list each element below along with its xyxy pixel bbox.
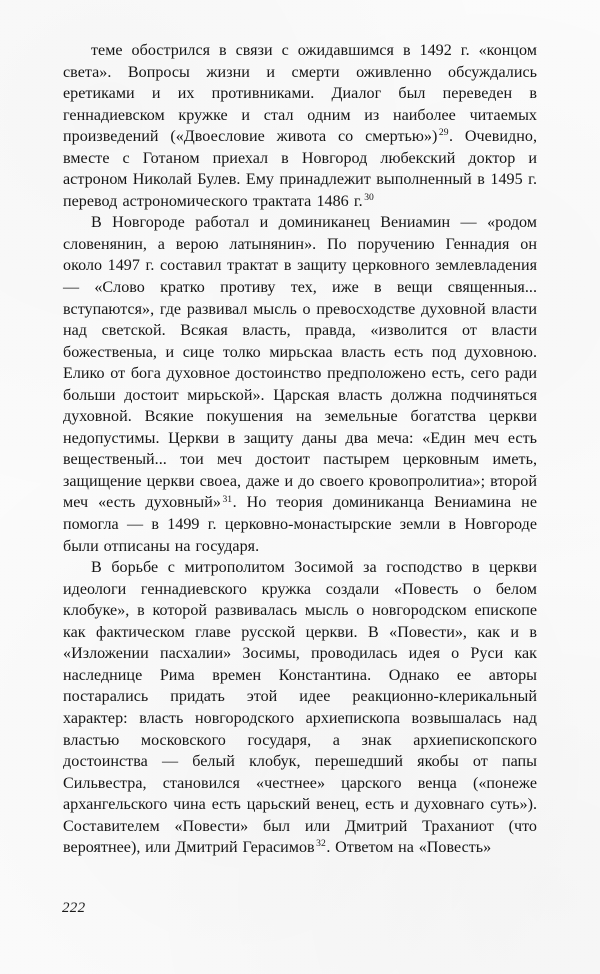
footnote-reference-29: 29 [438,127,449,139]
paragraph-1: теме обострился в связи с ожидавшимся в 1492 г. «концом света». Вопросы жизни и смерти оживленно обсуждались еретиками и их противниками. Диалог был переведен в геннадиевском кружке и стал одним из наиболее читаемых произведений («Двоесловие живота со смертью») $^{29}$. Очевидно, вместе с Готаном приехал в Новгород любекский доктор и астроном Николай Булев. Ему принадлежит выполненный в 1495 г. перевод астрономического трактата 1486 г. $^{30}$ [63,42,538,210]
paragraph-3: В борьбе с митрополитом Зосимой за господство в церкви идеологи геннадиевского кружка создали «Повесть о белом клобуке», в которой развивалась мысль о новгородском епископе как фактическом главе русской церкви. В «Повести», как и в «Изложении пасхалии» Зосимы, проводилась идея о Руси как наследнице Рима времен Константина. Однако ее авторы постарались придать этой идее реакционно-клерикальный характер: власть новгородского архиепископа возвышалась над властью московского государя, а знак архиепископского достоинства — белый клобук, перешедший якобы от папы Сильвестра, становился «честнее» царского венца («понеже архангельского чина есть царьский венец, есть и духовнаго суть»). Составителем «Повести» был или Дмитрий Траханиот (что вероятнее), или Дмитрий Герасимов $^{32}$. Ответом на «Повесть» [63,559,537,857]
paragraph-2: В Новгороде работал и доминиканец Вениамин — «родом словенянин, а верою латынянин». По поручению Геннадия он около 1497 г. составил трактат в защиту церковного землевладения — «Слово кратко противу тех, иже в вещи священныя... вступаются», где развивал мысль о превосходстве духовной власти над светской. Всякая власть, правда, «изволится от власти божественыа, и сице толко мирьскаа власть есть под духовною. Елико от бога духовное достоинство предположено есть, сего ради больши достоит мирьской». Царская власть должна подчиняться духовной. Всякие покушения на земельные богатства церкви недопустимы. Церкви в защиту даны два меча: «Един меч есть вещественый... тои меч достоит пастырем церковным иметь, защищение церкви своеа, даже и до своего кровопролитиа»; второй меч «есть духовный» $^{31}$. Но теория доминиканца Вениамина не помогла — в 1499 г. церковно-монастырские земли в Новгороде были отписаны на государя. [63,214,537,555]
page-text-block [63,40,537,859]
footnote-reference-30: 30 [364,191,374,203]
footnote-reference-31: 31 [222,493,233,505]
page-number: 222 [62,900,86,916]
footnote-reference-32: 32 [316,838,326,850]
